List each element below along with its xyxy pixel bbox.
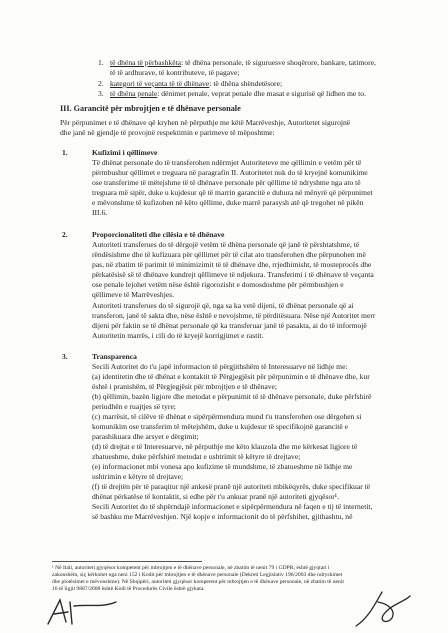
top-list-item <box>110 58 415 68</box>
item-line: ushtrimin e këtyre të drejtave; <box>92 472 184 481</box>
footnote-line: 16 të ligjit 9887/2008 është Kodi të Procedurës Civile është gjykata. <box>52 586 205 592</box>
item-line: parashikuara dhe arsyet e dërgimit; <box>92 432 199 441</box>
item-title: Kufizimi i qëllimeve <box>92 148 158 157</box>
item-line: (e) informacionet mbi vonesa apo kufizime të mundshme, të zbatueshme në lidhje me <box>92 462 353 471</box>
item-line: ose transferime të mëtejshme të të dhënave personale për qëllime të ndryshme nga ato të <box>92 178 361 187</box>
top-list-number: 1. <box>98 58 104 67</box>
section-intro-line: Për përpunimet e të dhënave që kryhen në përputhje me këtë Marrëveshje, Autoritetet sigurojnë <box>60 118 351 127</box>
section-heading: III. Garancitë për mbrojtjen e të dhënave personale <box>60 104 241 113</box>
item-line: Autoriteti transferues do të sigurojë që, nga sa ka vetë dijeni, të dhënat personale që ai <box>92 301 354 310</box>
item-line: (a) identitetin dhe të dhënat e kontaktit të Përgjegjësit për përpunimin e të dhënave dhe, kur <box>92 372 370 381</box>
top-list-term: të dhëna penale <box>110 89 158 98</box>
item-line: (d) të drejtat e të Interesuarve, në përputhje me këto klauzola dhe me kërkesat ligjore të <box>92 442 358 451</box>
item-line: përkatësisë së të dhënave kundrejt qëllimeve të ndjekura. Transferimi i të dhënave të veçanta <box>92 270 374 279</box>
item-line: (c) marrësit, të cilëve të dhënat e sipërpërmendura mund t'u transferohen ose dërgohen si <box>92 412 362 421</box>
item-line: periudhën e ruajtjes së tyre; <box>92 402 176 411</box>
top-list-text: : të dhëna personale, të siguruesve shoqërore, bankare, tatimore, <box>181 58 376 67</box>
item-line: (b) qëllimin, bazën ligjore dhe metodat e përpunimit të të dhënave personale, duke përfshirë <box>92 392 372 401</box>
item-line: ose penale lejohet vetëm nëse është rigorozisht e domosdoshme për përmbushjen e <box>92 280 344 289</box>
signature-initials-right <box>348 588 418 630</box>
top-list-text: : dënimet penale, veprat penale dhe masat e sigurisë që lidhen me to. <box>157 89 366 98</box>
item-number: 3. <box>62 352 68 361</box>
item-line: treguara më sipër, duke u kujdesur që të marrin garancitë e duhura në mënyrë që përpunimet <box>92 188 373 197</box>
top-list-number: 2. <box>98 79 104 88</box>
item-line: transferon, janë të sakta dhe, nëse është e nevojshme, të përditësuara. Nëse një Autoritet merr <box>92 311 376 320</box>
top-list-term: kategori të veçanta të të dhënave <box>110 79 210 88</box>
item-line: dijeni për faktin se të dhënat personale që ka transferuar janë të pasakta, ai do të informojë <box>92 321 367 330</box>
item-title: Proporcionaliteti dhe cilësia e të dhënave <box>92 230 225 239</box>
footnote-line: dhe plotësimet e mëvonshme). Në Shqipëri, autoriteti gjyqësor kompetent për mbrojtjen e të dhënave personale, në zbatim të nenit <box>52 579 344 585</box>
item-line: dhënat përkatëse të kontaktit, si edhe për t'u ankuar pranë një autoriteti gjyqësor¹. <box>92 492 339 501</box>
item-line: e mëvonshme të kufizohen në këto qëllime, duke marrë parasysh atë që tregohet në pikën <box>92 198 364 207</box>
item-line: zbatueshme, duke përfshirë metodat e ushtrimit të këtyre të drejtave; <box>92 452 301 461</box>
item-line: Autoriteti transferues do të dërgojë vetëm të dhëna personale që janë të përshtatshme, të <box>92 240 360 249</box>
item-line: rëndësishme dhe të kufizuara për qëllimet për të cilat ato transferohen dhe përpunohen më <box>92 250 366 259</box>
item-title: Transparenca <box>92 352 137 361</box>
item-line: Të dhënat personale do të transferohen ndërmjet Autoriteteve me qëllimin e vetëm për të <box>92 158 362 167</box>
section-intro-line: dhe janë në gjendje të provojnë respektimin e parimeve të mëposhtme: <box>60 128 275 137</box>
top-list-item <box>110 79 415 89</box>
item-line: (f) të drejtën për të paraqitur një ankesë pranë një autoriteti mbikëqyrës, duke specifikuar të <box>92 482 371 491</box>
top-list-number: 3. <box>98 89 104 98</box>
item-line: së bashku me Marrëveshjen. Një kopje e informacionit do të përfshihet, gjithashtu, në <box>92 512 353 521</box>
top-list-text: : të dhëna shëndetësore; <box>209 79 283 88</box>
top-list-continuation: të të ardhurave, të kontributeve, të pagave; <box>110 68 240 77</box>
item-line: pas, në zbatim të parimit të minimizimit të të dhënave dhe, rrjedhimisht, të mosteprocës dhe <box>92 260 372 269</box>
item-line: Autoritetin marrës, i cili do të kryejë korrigjimet e rastit. <box>92 331 264 340</box>
top-list-item <box>110 89 415 99</box>
item-number: 2. <box>62 230 68 239</box>
item-line: përmbushur qëllimet e treguara në paragrafin II. Autoritetet nuk do të kryejnë komunikime <box>92 168 368 177</box>
footnote-line: zakonshëm, siç kërkohet nga neni 152 i Kodit për mbrojtjen e të dhënave personale (Dekreti Legjislativ 196/2003 dhe ndryshimet <box>52 572 343 578</box>
footnote-line: ¹ Në Itali, autoriteti gjyqësor kompetent për mbrojtjen e të dhënave personale, në zbatim të nenit 79 i GDPR, është gjyqtari i <box>52 565 330 571</box>
item-line: komunikim ose transferim të mëtejshëm, duke u kujdesur të specifikojnë garancitë e <box>92 422 348 431</box>
item-line: Secili Autoritet do të shpërndajë informacionet e sipërpërmendura në faqen e tij të internetit, <box>92 502 373 511</box>
item-line: është i pranishëm, të Përgjegjësit për mbrojtjen e të dhënave; <box>92 382 278 391</box>
footnote-separator <box>52 561 202 562</box>
item-line: Secili Autoritet do t'u japë informacion të përgjithshëm të Interesuarve në lidhje me: <box>92 362 348 371</box>
signature-initials-left <box>44 594 124 630</box>
top-list-term: të dhëna të përbashkëta <box>110 58 182 67</box>
item-line: III.6. <box>92 208 108 217</box>
item-line: qëllimeve të Marrëveshjes. <box>92 290 175 299</box>
item-number: 1. <box>62 148 68 157</box>
